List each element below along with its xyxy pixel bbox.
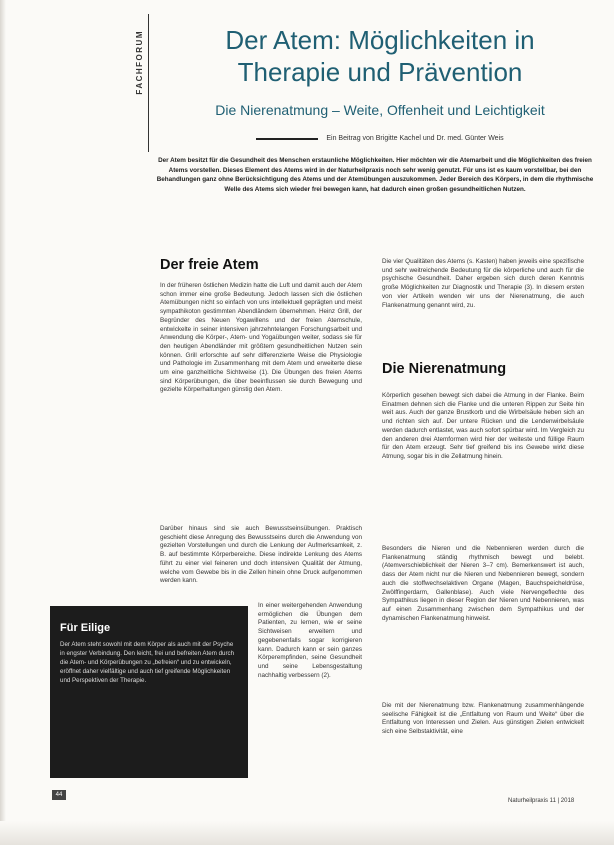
section-divider [148, 14, 149, 152]
right-column-p3 [382, 545, 584, 630]
page-number: 44 [52, 790, 66, 800]
footer-issue: Naturheilpraxis 11 | 2018 [508, 798, 575, 804]
summary-box-title: Für Eilige [60, 622, 111, 634]
right-column-p1 [382, 258, 584, 317]
scan-edge [0, 0, 6, 845]
byline-rule [256, 138, 318, 140]
left-column-p3 [258, 602, 362, 687]
heading-der-freie-atem: Der freie Atem [160, 257, 259, 273]
right-column-p2 [382, 392, 584, 469]
right-column-p4 [382, 702, 584, 744]
paragraph: Körperlich gesehen bewegt sich dabei die Atmung in der Flanke. Beim Einatmen dehnen sich die Flanke und die unteren Rippen zur Seite hin weit aus. Auch der ganze Brustkorb und die Wirbelsäule heben sich an und richten sich auf. Der untere Rücken und die Lendenwirbelsäule werden dadurch entlastet, was auch sofort spürbar wird. Im Vergleich zu den anderen drei Atemformen wird hier der weiteste und füllige Raum für den Atem erzeugt. Sehr tief greifend bis ins Gewebe wirkt diese Atmung, sogar bis in die Zellatmung hinein. [382, 392, 584, 460]
summary-box-text: Der Atem steht sowohl mit dem Körper als auch mit der Psyche in engster Verbindung. Den leicht, frei und befreiten Atem durch die Atem- und Körperübungen zu „befreien“ und zu entwickeln, eröffnet daher vielfältige und auch tief greifende Möglichkeiten und Perspektiven der Therapie. [60, 641, 235, 684]
intro-paragraph: Der Atem besitzt für die Gesundheit des Menschen erstaunliche Möglichkeiten. Hier möchten wir die Atemarbeit und die Möglichkeiten des freien Atems vorstellen. Dieses Element des Atems wird in der Naturheilpraxis noch sehr wenig genutzt. Für uns ist es kaum vorstellbar, bei den Behandlungen ganz ohne Berücksichtigung des Atems und der Atemübungen auszukommen. Jeder Bereich des Körpers, in dem die rhythmische Welle des Atems sich wieder frei bewegen kann, hat dadurch einen großen gesundheitlichen Nutzen. [156, 157, 594, 193]
summary-box [50, 606, 248, 778]
section-label: FACHFORUM [135, 30, 144, 95]
heading-die-nierenatmung: Die Nierenatmung [382, 361, 507, 377]
paragraph: In der früheren östlichen Medizin hatte die Luft und damit auch der Atem schon immer eine große Bedeutung. Jedoch lassen sich die östlichen Atemübungen nicht so einfach von uns intellektuell geprägten und meist sympathikoton gestimmten Abendländern übernehmen. Heinz Grill, der Begründer des Neuen Yogawillens und der freien Atemschule, entwickelte in seiner intensiven jahrzehntelangen Forschungsarbeit und Anwendung die Körper-, Atem- und Yogaübungen weiter, sodass sie für den heutigen Abendländer mit größtem gesundheitlichen Nutzen sein können. Grill erforschte auf sehr differenzierte Weise die Physiologie und Pathologie im Zusammenhang mit dem Atem und erweiterte diese um eine ganzheitliche Sichtweise (1). Die Übungen des freien Atems sind Körperübungen, die über beeinflussen sie durch Bewegung und gezielte Körperhaltungen günstig den Atem. [160, 282, 362, 394]
paragraph: Die mit der Nierenatmung bzw. Flankenatmung zusammenhängende seelische Fähigkeit ist die „Entfaltung von Raum und Weite“ über die Entfaltung von Interessen und Zielen. Aus günstigen Zielen entwickelt sich eine Selbstaktivität, eine [382, 702, 584, 736]
paragraph: Darüber hinaus sind sie auch Bewusstseinsübungen. Praktisch geschieht diese Anregung des Bewusstseins durch die Anwendung von gezielten Vorstellungen und durch die Lenkung der Aufmerksamkeit, z. B. auf bestimmte Körperbereiche. Diese indirekte Lenkung des Atems führt zu einer viel feineren und doch intensiven Qualität der Atmung, welche vom Gewebe bis in die Zellen hinein ohne Druck aufgenommen werden kann. [160, 525, 362, 585]
article-subtitle: Die Nierenatmung – Weite, Offenheit und Leichtigkeit [215, 102, 545, 118]
left-column-p1 [160, 282, 362, 402]
paragraph: In einer weitergehenden Anwendung ermöglichen die Übungen dem Patienten, zu lernen, wie er seine Sichtweisen erweitern und gegebenenfalls sogar korrigieren kann. Dadurch kann er sein ganzes Körperempfinden, seine Gesundheit und seine Lebensgestaltung nachhaltig verbessern (2). [258, 602, 362, 679]
paragraph: Besonders die Nieren und die Nebennieren werden durch die Flankenatmung ständig rhythmisch bewegt und belebt. (Atemverschieblichkeit der Nieren 3–7 cm). Bemerkenswert ist auch, dass der Atem nicht nur die Nieren und Nebennieren bewegt, sondern auch die stoffwechselaktiven Organe (Magen, Bauchspeicheldrüse, Zwölffingerdarm, Gallenblase). Auch viele Nervengeflechte des Sympathikus liegen in dieser Region der Nieren und Nebennieren, was auf einen Zusammenhang zwischen dem Sympathikus und der dynamischen Flankenatmung hinweist. [382, 545, 584, 622]
byline-row [160, 135, 600, 142]
left-column-p2 [160, 525, 362, 593]
scan-shadow [0, 821, 614, 845]
title-line-1: Der Atem: Möglichkeiten in [225, 25, 535, 55]
byline: Ein Beitrag von Brigitte Kachel und Dr. med. Günter Weis [326, 135, 504, 142]
paragraph: Die vier Qualitäten des Atems (s. Kasten) haben jeweils eine spezifische und sehr weitreichende Bedeutung für die körperliche und auch für die psychische Gesundheit. Daher ergeben sich durch deren Kenntnis große Möglichkeiten zur Diagnostik und Therapie (3). In diesem ersten von vier Artikeln wenden wir uns der Nierenatmung, die auch Flankenatmung genannt wird, zu. [382, 258, 584, 309]
title-line-2: Therapie und Prävention [237, 57, 523, 87]
article-title [160, 24, 600, 88]
